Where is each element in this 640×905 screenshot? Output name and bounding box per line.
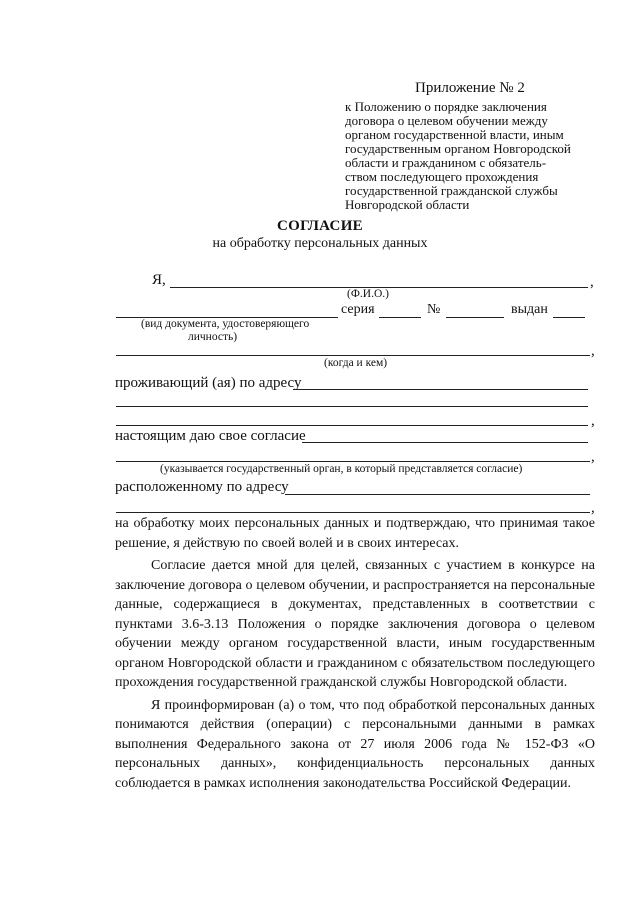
comma: , [591, 500, 595, 516]
consent-authority-field[interactable] [302, 442, 588, 443]
series-label: серия [341, 302, 375, 317]
authority-caption: (указывается государственный орган, в который представляется согласие) [160, 463, 523, 475]
appendix-number: Приложение № 2 [415, 80, 525, 96]
residing-address-field[interactable] [293, 389, 588, 390]
appendix-line: ством последующего прохождения [345, 169, 539, 184]
document-subtitle: на обработку персональных данных [212, 236, 428, 251]
issued-by-field[interactable] [116, 355, 590, 356]
number-label: № [427, 302, 441, 317]
appendix-line: органом государственной власти, иным [345, 127, 564, 142]
located-label: расположенному по адресу [115, 479, 289, 495]
comma: , [590, 274, 594, 290]
located-address-field-2[interactable] [116, 512, 590, 513]
paragraph-1: на обработку моих персональных данных и подтверждаю, что принимая такое решение, я действую по своей волей и в своих интересах. [115, 516, 595, 551]
appendix-line: государственной гражданской службы [345, 183, 558, 198]
document-caption: личность) [188, 331, 238, 343]
issued-field[interactable] [553, 317, 585, 318]
appendix-line: государственным органом Новгородской [345, 141, 571, 156]
i-label: Я, [152, 272, 166, 288]
appendix-line: договора о целевом обучении между [345, 113, 548, 128]
series-field[interactable] [379, 317, 421, 318]
appendix-line: к Положению о порядке заключения [345, 99, 547, 114]
paragraph-2: Согласие дается мной для целей, связанных с участием в конкурсе на заключение договора о целевом обучении, и распространяется на персональные данные, содержащиеся в документах, представленных в соответствии с пунктами 3.6-3.13 Положения о порядке заключения договора о целевом обучении между органом государственной власти, иным государственным органом Новгородской области и гражданином с обязательством последующего прохождения государственной гражданской службы Новгородской области. [115, 558, 595, 690]
residing-address-field-2[interactable] [116, 406, 588, 407]
when-by-caption: (когда и кем) [324, 357, 388, 369]
located-address-field[interactable] [285, 494, 590, 495]
consent-label: настоящим даю свое согласие [115, 428, 306, 444]
paragraph-3: Я проинформирован (а) о том, что под обработкой персональных данных понимаются действия (операции) с персональными данными в рамках выполнения Федерального закона от 27 июля 2006 года № 152-ФЗ «О персональных данных», конфиденциальность персональных данных соблюдается в рамках исполнения законодательства Российской Федерации. [115, 697, 595, 791]
comma: , [591, 343, 595, 359]
document-caption: (вид документа, удостоверяющего [141, 318, 310, 330]
body-text [115, 514, 595, 793]
residing-address-field-3[interactable] [116, 425, 588, 426]
fio-caption: (Ф.И.О.) [347, 288, 389, 300]
issued-label: выдан [511, 302, 548, 317]
consent-authority-field-2[interactable] [116, 461, 590, 462]
residing-label: проживающий (ая) по адресу [115, 375, 302, 391]
appendix-line: области и гражданином с обязатель- [345, 155, 547, 170]
appendix-line: Новгородской области [345, 197, 470, 212]
document-title: СОГЛАСИЕ [277, 218, 363, 234]
appendix-reference [345, 100, 595, 212]
comma: , [591, 449, 595, 465]
number-field[interactable] [446, 317, 504, 318]
comma: , [591, 413, 595, 429]
